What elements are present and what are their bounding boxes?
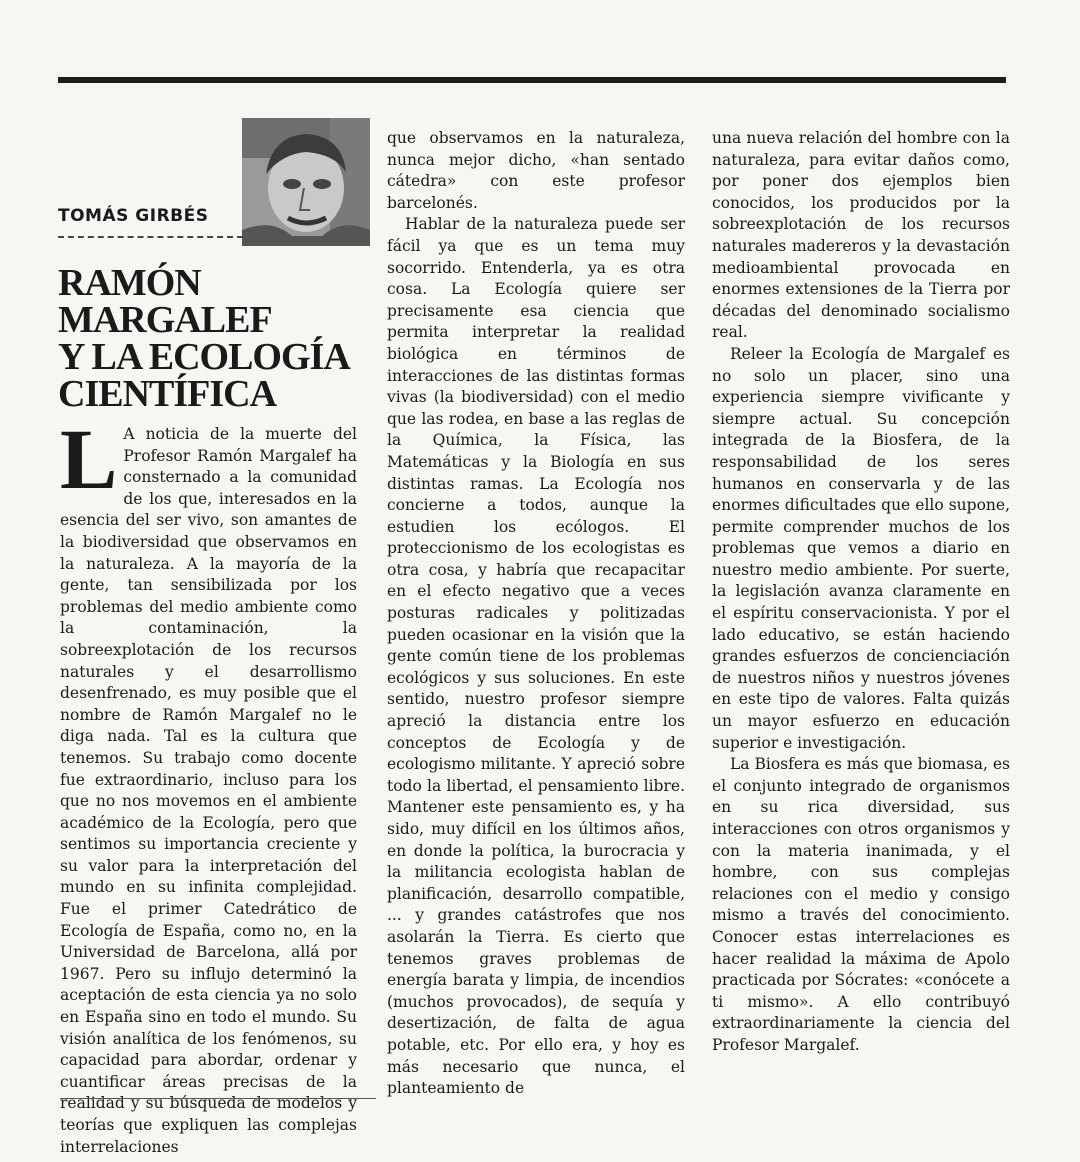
bottom-rule <box>60 1098 376 1099</box>
paragraph: La Biosfera es más que biomasa, es el conjunto integrado de organismos en su rica diversidad, sus interacciones con otros organismos y con la materia inanimada, y el hombre, con sus complejas relaciones con el medio y consigo mismo a través del conocimiento. Conocer estas interrelaciones es hacer realidad la máxima de Apolo practicada por Sócrates: «conócete a ti mismo». A ello contribuyó extraordinariamente la ciencia del Profesor Margalef. <box>712 755 1010 1054</box>
author-divider <box>58 236 243 238</box>
headline-line-3: CIENTÍFICA <box>58 373 277 415</box>
article-column-2 <box>387 128 685 1100</box>
article-column-3 <box>712 128 1010 1057</box>
top-rule <box>58 77 1006 83</box>
drop-cap: L <box>60 411 118 507</box>
paragraph: Releer la Ecología de Margalef es no solo un placer, sino una experiencia siempre vivificante y siempre actual. Su concepción integrada de la Biosfera, de la responsabilidad de los seres humanos en conservarla y de las enormes dificultades que ello supone, permite comprender muchos de los problemas que vemos a diario en nuestro medio ambiente. Por suerte, la legislación avanza claramente en el espíritu conservacionista. Y por el lado educativo, se están haciendo grandes esfuerzos de concienciación de nuestros niños y nuestros jóvenes en este tipo de valores. Falta quizás un mayor esfuerzo en educación superior e investigación. <box>712 344 1010 752</box>
headline-line-1: RAMÓN MARGALEF <box>58 262 272 341</box>
article-column-1 <box>60 411 357 1158</box>
article-headline <box>58 262 378 415</box>
paragraph: que observamos en la naturaleza, nunca mejor dicho, «han sentado cátedra» con este profesor barcelonés. <box>387 129 685 212</box>
paragraph: una nueva relación del hombre con la naturaleza, para evitar daños como, por poner dos ejemplos bien conocidos, los producidos por la sobreexplotación de los recursos naturales madereros y la devastación medioambiental provocada en enormes extensiones de la Tierra por décadas del denominado socialismo real. <box>712 129 1010 342</box>
paragraph: L A noticia de la muerte del Profesor Ramón Margalef ha consternado a la comunidad de los que, interesados en la esencia del ser vivo, son amantes de la biodiversidad que observamos en la naturaleza. A la mayoría de la gente, tan sensibilizada por los problemas del medio ambiente como la contaminación, la sobreexplotación de los recursos naturales y el desarrollismo desenfrenado, es muy posible que el nombre de Ramón Margalef no le diga nada. Tal es la cultura que tenemos. Su trabajo como docente fue extraordinario, incluso para los que no nos movemos en el ambiente académico de la Ecología, pero que sentimos su importancia creciente y su valor para la interpretación del mundo en su infinita complejidad. Fue el primer Catedrático de Ecología de España, como no, en la Universidad de Barcelona, allá por 1967. Pero su influjo determinó la aceptación de esta ciencia ya no solo en España sino en todo el mundo. Su visión analítica de los fenómenos, su capacidad para abordar, ordenar y cuantificar áreas precisas de la realidad y su búsqueda de modelos y teorías que expliquen las complejas interrelaciones <box>60 411 357 1156</box>
author-name: TOMÁS GIRBÉS <box>58 206 209 226</box>
paragraph: Hablar de la naturaleza puede ser fácil ya que es un tema muy socorrido. Entenderla, ya es otra cosa. La Ecología quiere ser precisamente esa ciencia que permita interpretar la realidad biológica en términos de interacciones de las distintas formas vivas (la biodiversidad) con el medio que las rodea, en base a las reglas de la Química, la Física, las Matemáticas y la Biología en sus distintas ramas. La Ecología nos concierne a todos, aunque la estudien los ecólogos. El proteccionismo de los ecologistas es otra cosa, y habría que recapacitar en el efecto negativo que a veces posturas radicales y politizadas pueden ocasionar en la visión que la gente común tiene de los problemas ecológicos y sus soluciones. En este sentido, nuestro profesor siempre apreció la distancia entre los conceptos de Ecología y de ecologismo militante. Y apreció sobre todo la libertad, el pensamiento libre. Mantener este pensamiento es, y ha sido, muy difícil en los últimos años, en donde la política, la burocracia y la militancia ecologista hablan de planificación, desarrollo compatible, ... y grandes catástrofes que nos asolarán la Tierra. Es cierto que tenemos graves problemas de energía barata y limpia, de incendios (muchos provocados), de sequía y desertización, de falta de agua potable, etc. Por ello era, y hoy es más necesario que nunca, el planteamiento de <box>387 215 685 1098</box>
headline-line-2: Y LA ECOLOGÍA <box>58 336 350 378</box>
author-photo <box>242 118 370 246</box>
